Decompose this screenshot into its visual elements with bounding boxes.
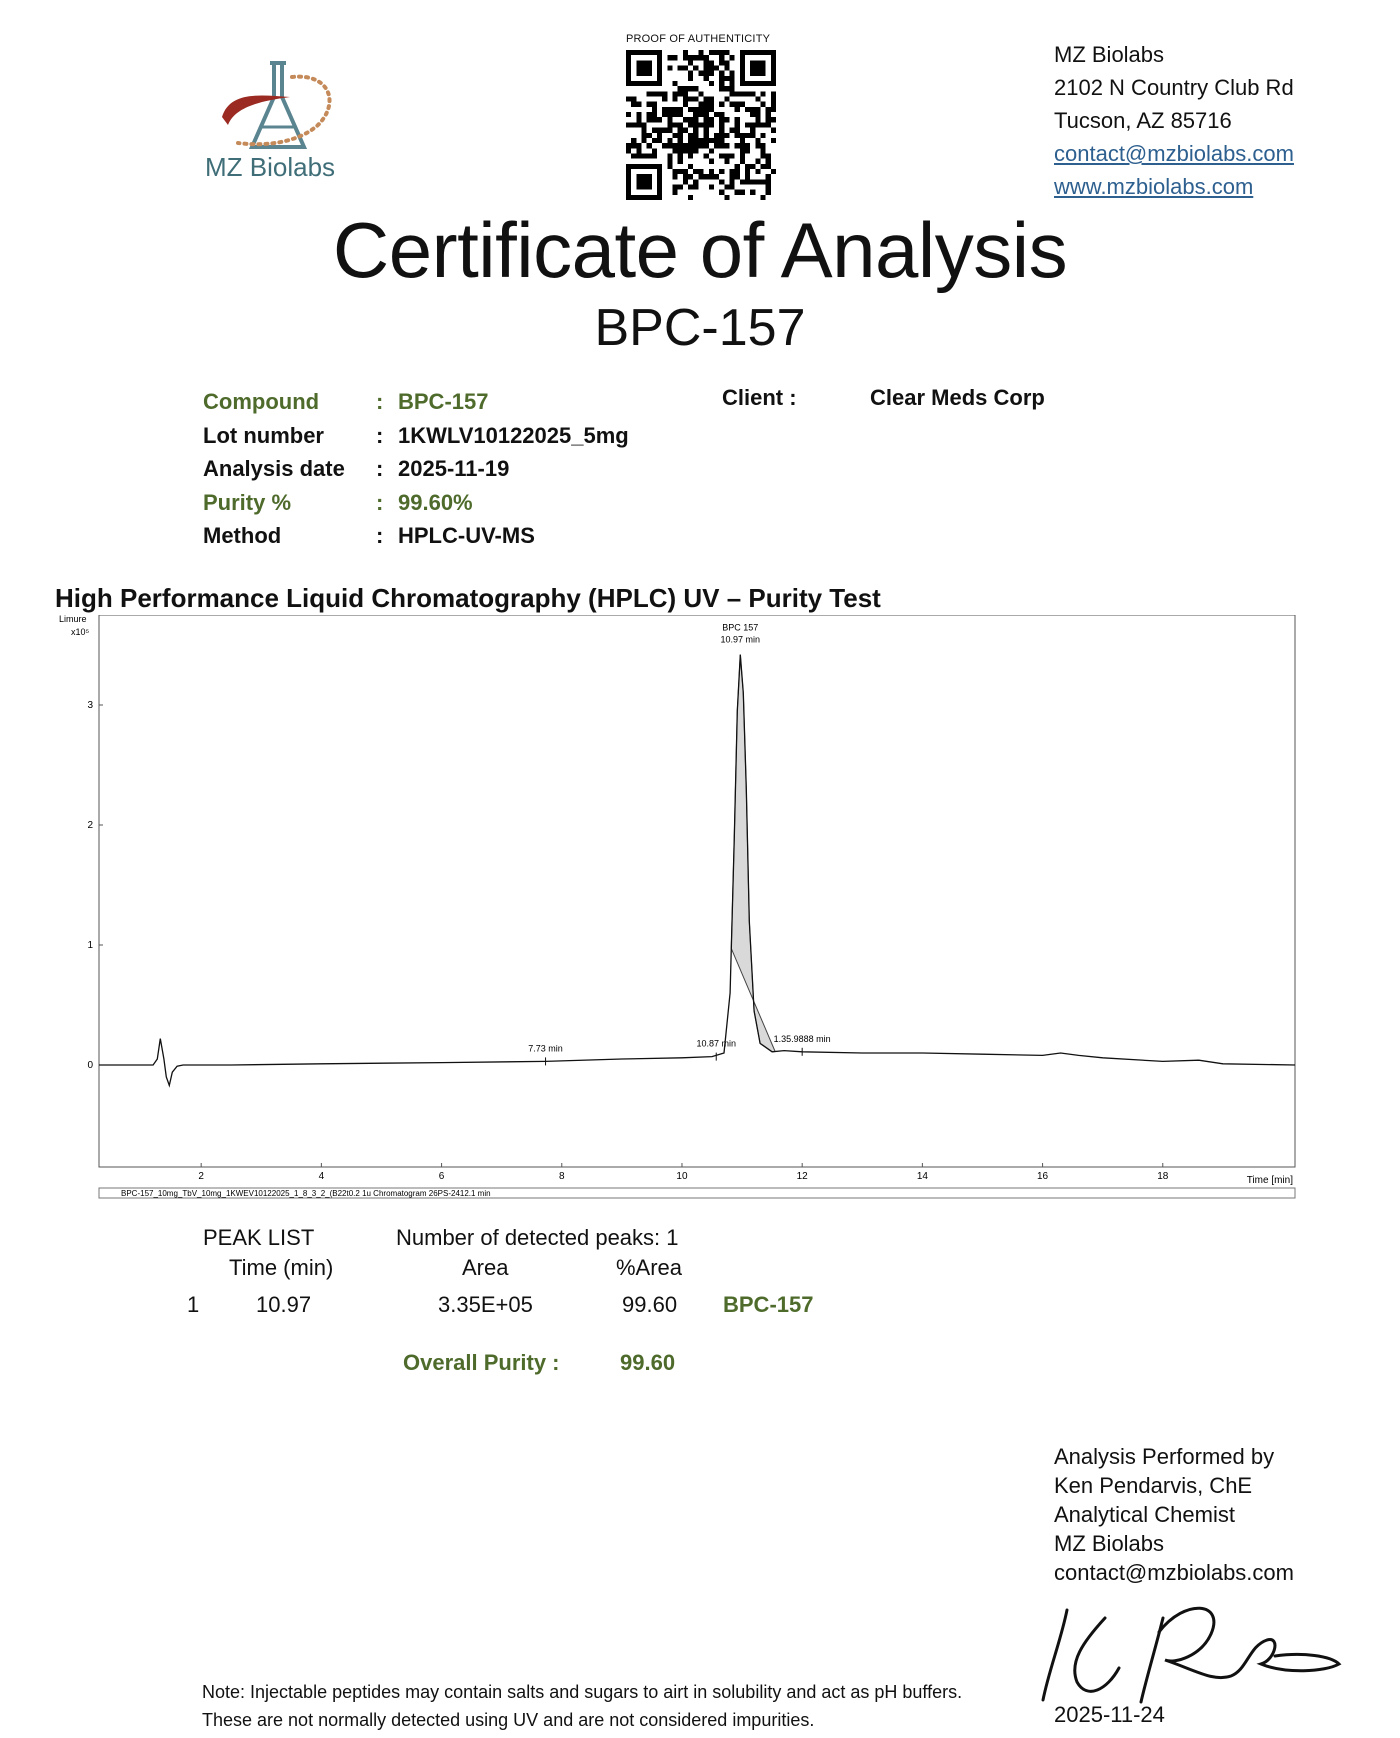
qr-caption: PROOF OF AUTHENTICITY [626,33,771,45]
x-tick-label: 12 [796,1171,808,1182]
footer-note [202,1678,962,1734]
y-tick-label: 3 [87,700,93,711]
peak-list-label: PEAK LIST [203,1225,315,1250]
peak-time-label: 10.97 min [720,634,761,645]
date-value: 2025-11-19 [398,456,510,481]
info-row-compound [203,385,629,419]
peak-area: 3.35E+05 [438,1292,533,1317]
x-tick-label: 6 [438,1171,445,1182]
colon: : [376,456,384,481]
y-tick-label: 1 [87,940,93,951]
y-tick-label: 0 [87,1060,93,1071]
info-row-method [203,519,629,553]
date-label: Analysis date [203,456,345,481]
note-line-1: Note: Injectable peptides may contain salts and sugars to airt in solubility and act as pH buffers. [202,1682,963,1702]
peak-count: Number of detected peaks: 1 [396,1225,679,1250]
lab-website-link[interactable]: www.mzbiolabs.com [1054,174,1254,199]
qr-code-icon[interactable] [626,50,776,200]
lab-name: MZ Biolabs [1054,42,1165,67]
compound-label: Compound [203,389,320,414]
flask-icon [252,63,304,147]
purity-value: 99.60% [398,489,473,515]
purity-label: Purity % [203,489,292,515]
chromatogram-trace [99,655,1295,1086]
lot-value: 1KWLV10122025_5mg [398,422,629,448]
analyst-title: Analytical Chemist [1054,1502,1235,1527]
lab-city: Tucson, AZ 85716 [1054,108,1232,133]
hplc-chromatogram [55,615,1305,1205]
header-time: Time (min) [229,1255,334,1280]
peak-index: 1 [187,1292,200,1317]
overall-purity-label: Overall Purity : [403,1350,560,1375]
signature [1035,1590,1345,1710]
peak-name: BPC-157 [723,1292,814,1317]
logo-text: MZ Biolabs [205,152,336,182]
header-pct-area: %Area [616,1255,683,1280]
page-title: Certificate of Analysis [332,206,1068,294]
compound-value: BPC-157 [398,389,489,414]
client-label: Client : [722,385,797,410]
hplc-section-title: High Performance Liquid Chromatography (HPLC) UV – Purity Test [55,583,881,613]
annotation-label: 1.35.9888 min [773,1033,831,1044]
x-tick-label: 4 [318,1171,325,1182]
performed-by: Analysis Performed by [1054,1444,1275,1469]
x-tick-label: 8 [558,1171,565,1182]
series-file-label: BPC-157_10mg_TbV_10mg_1KWEV10122025_1_8_3_2_(B22t0.2 1u Chromatogram 26PS-2412.1 min [121,1189,491,1198]
analyst-name: Ken Pendarvis, ChE [1054,1473,1253,1498]
x-tick-label: 16 [1037,1171,1049,1182]
note-line-2: These are not normally detected using UV and are not considered impurities. [202,1710,815,1730]
y-axis-scale: x10⁵ [71,627,90,637]
x-tick-label: 18 [1157,1171,1169,1182]
signature-date: 2025-11-24 [1054,1702,1165,1727]
analyst-org: MZ Biolabs [1054,1531,1165,1556]
colon: : [376,523,384,548]
x-axis-label: Time [min] [1246,1175,1293,1186]
annotation-label: 10.87 min [696,1038,736,1049]
x-tick-label: 2 [198,1171,204,1182]
analyst-block [1054,1442,1294,1587]
lab-email-link[interactable]: contact@mzbiolabs.com [1054,141,1294,166]
x-tick-label: 14 [916,1171,928,1182]
colon: : [376,422,384,448]
overall-purity-value: 99.60 [620,1350,676,1375]
info-row-date [203,452,629,486]
method-label: Method [203,523,282,548]
y-tick-label: 2 [87,820,93,831]
plot-frame [99,615,1295,1167]
peak-time: 10.97 [256,1292,312,1317]
lab-street: 2102 N Country Club Rd [1054,75,1294,100]
annotation-label: 7.73 min [528,1043,563,1054]
header-area: Area [462,1255,509,1280]
x-tick-label: 10 [676,1171,688,1182]
lab-address [1054,38,1294,203]
sample-info [203,385,629,553]
analyst-email: contact@mzbiolabs.com [1054,1560,1294,1585]
lot-label: Lot number [203,422,324,448]
y-axis-label: Limure [59,615,87,624]
peak-name-label: BPC 157 [722,622,759,633]
colon: : [376,389,384,414]
page-subtitle: BPC-157 [594,299,806,357]
method-value: HPLC-UV-MS [398,523,535,548]
peak-pct: 99.60 [622,1292,678,1317]
client-value: Clear Meds Corp [870,385,1045,410]
info-row-lot [203,419,629,453]
colon: : [376,489,384,515]
info-row-purity [203,486,629,520]
